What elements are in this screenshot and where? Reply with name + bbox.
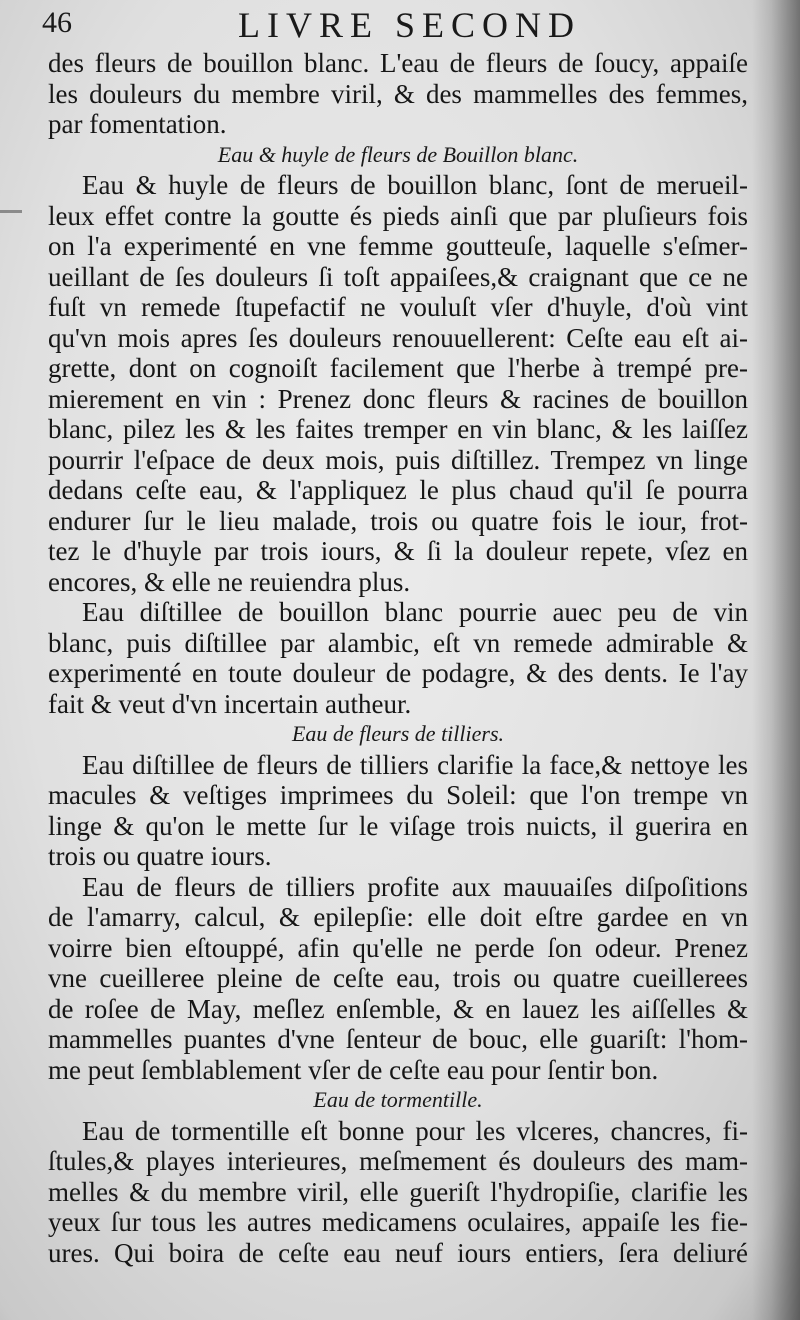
text-line: dedans ceſte eau, & l'appliquez le plus chaud qu'il ſe pourra	[48, 475, 748, 505]
text-line: Eau de tormentille eſt bonne pour les vlceres, chancres, fi-	[82, 1115, 748, 1146]
text-line: mierement en vin : Prenez donc fleurs & racines de bouillon	[48, 383, 748, 414]
text-line: qu'vn mois apres ſes douleurs renouuellerent: Ceſte eau eſt ai-	[48, 322, 748, 353]
text-line: ſtules,& playes interieures, meſmement és douleurs des mam-	[48, 1146, 748, 1176]
text-line: yeux ſur tous les autres medicamens oculaires, appaiſe les fie-	[48, 1207, 748, 1237]
running-title: LIVRE SECOND	[238, 5, 581, 45]
text-line: ueillant de ſes douleurs ſi toſt appaiſees,& craignant que ce ne	[48, 261, 748, 292]
text-line: endurer ſur le lieu malade, trois ou quatre fois le iour, frot-	[48, 505, 748, 536]
text-line: melles & du membre viril, elle gueriſt l'hydropiſie, clarifie les	[48, 1176, 748, 1207]
text-line: blanc, puis diſtillee par alambic, eſt vn remede admirable &	[48, 627, 748, 658]
page-header	[38, 2, 778, 52]
section-heading: Eau de tormentille.	[313, 1087, 483, 1112]
text-line: grette, dont on cognoiſt facilement que l'herbe à trempé pre-	[48, 353, 748, 383]
text-line: Eau diſtillee de bouillon blanc pourrie auec peu de vin	[82, 597, 748, 627]
text-line: blanc, pilez les & les faites tremper en vin blanc, & les laiſſez	[48, 414, 748, 444]
text-line: Eau de fleurs de tilliers profite aux mauuaiſes diſpoſitions	[82, 871, 748, 902]
text-line: de roſee de May, meſlez enſemble, & en lauez les aiſſelles &	[48, 993, 748, 1024]
text-line: macules & veſtiges imprimees du Soleil: que l'on trempe vn	[48, 780, 748, 810]
text-line: linge & qu'on le mette ſur le viſage trois nuicts, il guerira en	[48, 810, 748, 841]
text-line: on l'a experimenté en vne femme goutteuſe, laquelle s'eſmer-	[48, 231, 748, 261]
text-line: trois ou quatre iours.	[48, 841, 272, 871]
text-line: mammelles puantes d'vne ſenteur de bouc, elle guariſt: l'hom-	[48, 1024, 748, 1054]
text-line: vne cueilleree pleine de ceſte eau, trois ou quatre cueillerees	[48, 963, 748, 993]
text-line: Eau & huyle de fleurs de bouillon blanc, ſont de merueil-	[82, 170, 748, 200]
text-line: Eau diſtillee de fleurs de tilliers clarifie la face,& nettoye les	[82, 749, 748, 780]
margin-mark	[0, 210, 22, 213]
text-line: des fleurs de bouillon blanc. L'eau de fleurs de ſoucy, appaiſe	[48, 48, 748, 78]
text-line: ures. Qui boira de ceſte eau neuf iours entiers, ſera deliuré	[48, 1237, 748, 1268]
text-line: tez le d'huyle par trois iours, & ſi la douleur repete, vſez en	[48, 536, 748, 566]
text-line: experimenté en toute douleur de podagre, & des dents. Ie l'ay	[48, 658, 748, 688]
section-heading: Eau de fleurs de tilliers.	[291, 721, 505, 746]
text-line: me peut ſemblablement vſer de ceſte eau pour ſentir bon.	[48, 1054, 659, 1085]
section-heading: Eau & huyle de fleurs de Bouillon blanc.	[217, 141, 579, 167]
text-line: fait & veut d'vn incertain autheur.	[48, 688, 412, 719]
text-line: voirre bien eſtouppé, afin qu'elle ne perde ſon odeur. Prenez	[48, 932, 748, 963]
page-gutter-shadow	[752, 0, 800, 1320]
page-number: 46	[42, 6, 72, 39]
text-line: par fomentation.	[48, 109, 227, 139]
text-line: fuſt vn remede ſtupefactif ne vouluſt vſer d'huyle, d'où vint	[48, 292, 748, 322]
text-line: de l'amarry, calcul, & epilepſie: elle doit eſtre gardee en vn	[48, 902, 748, 932]
text-line: pourrir l'eſpace de deux mois, puis diſtillez. Trempez vn linge	[48, 444, 748, 475]
text-line: les douleurs du membre viril, & des mammelles des femmes,	[48, 78, 748, 109]
page-body	[48, 48, 748, 1268]
text-line: leux effet contre la goutte és pieds ainſi que par pluſieurs fois	[48, 200, 748, 231]
text-line: encores, & elle ne reuiendra plus.	[48, 566, 411, 597]
